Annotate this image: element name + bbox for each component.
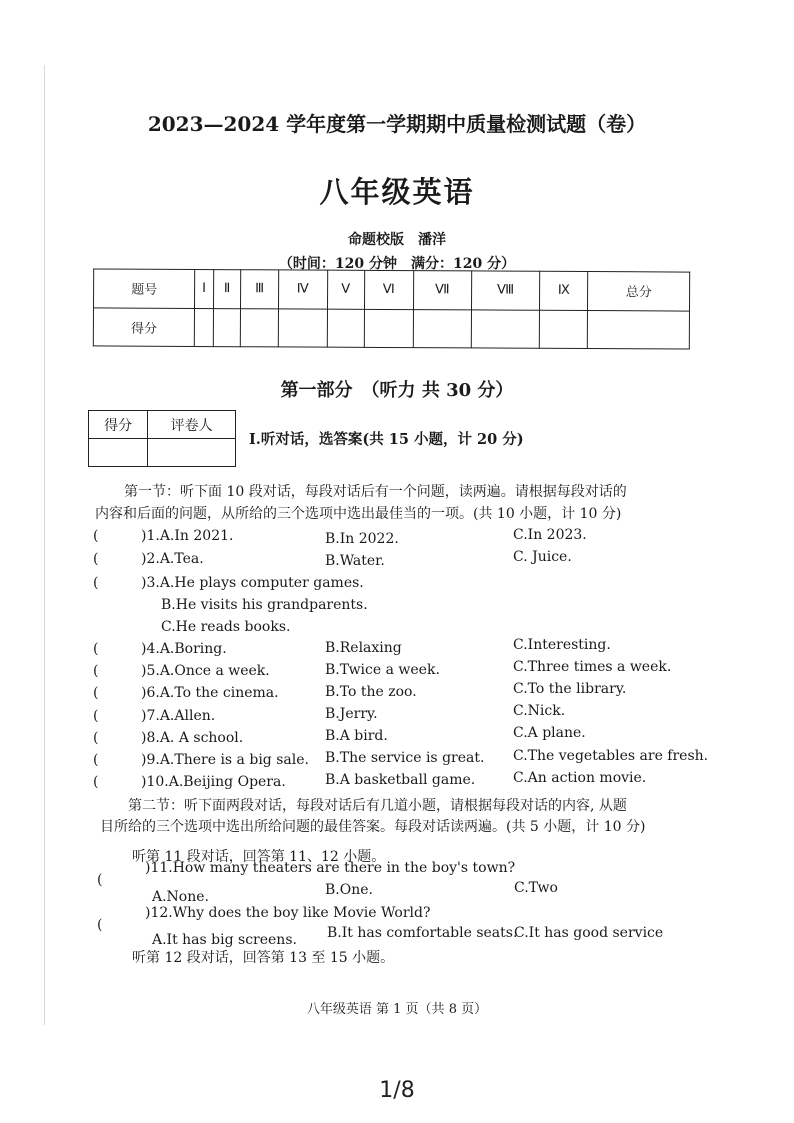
question-3-stem: )3.A.He plays computer games.	[141, 575, 364, 591]
row-label-score: 得分	[93, 307, 195, 346]
column-header: Ⅷ	[471, 271, 539, 310]
score-cell	[213, 308, 241, 347]
question-10-option-b: B.A basketball game.	[325, 772, 476, 788]
question-3-option-c: C.He reads books.	[161, 619, 291, 635]
grader-name-cell	[148, 439, 236, 467]
question-5-option-b: B.Twice a week.	[325, 662, 440, 678]
answer-paren: (	[97, 872, 103, 888]
column-header: Ⅲ	[241, 270, 279, 309]
page-indicator: 1/8	[379, 1078, 415, 1103]
row-label-question-number: 题号	[94, 269, 196, 308]
score-cell	[471, 309, 539, 348]
question-12-option-b: B.It has comfortable seats.	[327, 925, 518, 941]
question-8-stem: )8.A. A school.	[141, 730, 244, 746]
question-10-stem: )10.A.Beijing Opera.	[141, 774, 286, 790]
question-11-option-c: C.Two	[514, 880, 558, 896]
column-header: Ⅳ	[278, 270, 327, 309]
answer-paren: (	[93, 551, 99, 567]
author-line: 命题校版 潘洋	[348, 232, 446, 248]
score-table-score-row	[93, 307, 689, 349]
question-1-stem: )1.A.In 2021.	[141, 528, 234, 544]
score-table	[93, 268, 690, 349]
answer-paren: (	[93, 663, 99, 679]
listen-instruction-12: 听第 12 段对话，回答第 13 至 15 小题。	[132, 950, 395, 966]
question-11-option-b: B.One.	[325, 882, 373, 898]
score-cell	[413, 309, 472, 348]
question-5-option-c: C.Three times a week.	[513, 659, 672, 675]
score-cell	[241, 308, 279, 347]
question-7-option-c: C.Nick.	[513, 703, 566, 719]
question-4-option-b: B.Relaxing	[325, 640, 402, 656]
question-10-option-c: C.An action movie.	[513, 770, 647, 786]
question-12-option-a: A.It has big screens.	[152, 932, 297, 948]
column-header-total: 总分	[588, 272, 690, 311]
question-2-stem: )2.A.Tea.	[141, 551, 204, 567]
question-11-stem: )11.How many theaters are there in the boy's town?	[145, 860, 516, 876]
score-cell	[195, 308, 213, 347]
question-6-stem: )6.A.To the cinema.	[141, 685, 279, 701]
column-header: Ⅰ	[195, 269, 213, 308]
section2-instructions-line2: 目所给的三个选项中选出所给问题的最佳答案。每段对话读两遍。(共 5 小题，计 10 分)	[100, 819, 646, 835]
part-title: 第一部分 （听力 共 30 分）	[280, 380, 514, 401]
subject-title: 八年级英语	[319, 175, 475, 209]
question-4-stem: )4.A.Boring.	[141, 641, 227, 657]
question-9-option-c: C.The vegetables are fresh.	[513, 748, 709, 764]
section-heading: I.听对话，选答案(共 15 小题，计 20 分)	[249, 431, 524, 448]
listen-instruction-11: 听第 11 段对话，回答第 11、12 小题。	[132, 849, 386, 865]
answer-paren: (	[93, 708, 99, 724]
question-9-stem: )9.A.There is a big sale.	[141, 752, 309, 768]
answer-paren: (	[93, 528, 99, 544]
score-cell-total	[588, 310, 690, 349]
section1-instructions-line2: 内容和后面的问题，从所给的三个选项中选出最佳当的一项。(共 10 小题，计 10 分)	[95, 506, 622, 522]
score-table-header-row	[94, 269, 690, 311]
section2-instructions-line1: 第二节：听下面两段对话，每段对话后有几道小题，请根据每段对话的内容, 从题	[128, 798, 627, 814]
section1-instructions-line1: 第一节：听下面 10 段对话，每段对话后有一个问题，读两遍。请根据每段对话的	[124, 484, 627, 500]
column-header: Ⅶ	[413, 271, 472, 310]
question-9-option-b: B.The service is great.	[325, 750, 485, 766]
score-cell	[364, 309, 413, 348]
question-8-option-c: C.A plane.	[513, 725, 586, 741]
answer-paren: (	[93, 575, 99, 591]
answer-paren: (	[93, 774, 99, 790]
question-11-option-a: A.None.	[152, 889, 209, 905]
question-12-option-c: C.It has good service	[514, 925, 664, 941]
question-5-stem: )5.A.Once a week.	[141, 663, 270, 679]
question-2-option-b: B.Water.	[325, 553, 385, 569]
score-cell	[539, 310, 588, 349]
question-8-option-b: B.A bird.	[325, 728, 388, 744]
grader-score-cell	[89, 439, 148, 467]
column-header: Ⅵ	[364, 270, 413, 309]
question-6-option-b: B.To the zoo.	[325, 684, 417, 700]
grader-score-label: 得分	[89, 411, 148, 439]
question-1-option-c: C.In 2023.	[513, 527, 587, 543]
column-header: Ⅱ	[213, 270, 241, 309]
answer-paren: (	[93, 641, 99, 657]
question-1-option-b: B.In 2022.	[325, 531, 399, 547]
answer-paren: (	[97, 917, 103, 933]
column-header: Ⅴ	[327, 270, 364, 309]
exam-title: 2023—2024 学年度第一学期期中质量检测试题（卷）	[147, 112, 647, 136]
question-7-option-b: B.Jerry.	[325, 706, 378, 722]
score-cell	[327, 309, 364, 348]
question-6-option-c: C.To the library.	[513, 681, 627, 697]
grader-box	[88, 410, 236, 467]
answer-paren: (	[93, 685, 99, 701]
question-2-option-c: C. Juice.	[513, 549, 572, 565]
question-3-option-b: B.He visits his grandparents.	[161, 597, 368, 613]
question-7-stem: )7.A.Allen.	[141, 708, 216, 724]
answer-paren: (	[93, 752, 99, 768]
time-info: （时间：120 分钟 满分：120 分）	[278, 256, 516, 272]
column-header: Ⅸ	[539, 271, 588, 310]
question-12-stem: )12.Why does the boy like Movie World?	[145, 905, 431, 921]
question-4-option-c: C.Interesting.	[513, 637, 611, 653]
grader-name-label: 评卷人	[148, 411, 236, 439]
page-footer: 八年级英语 第 1 页（共 8 页）	[306, 1002, 488, 1017]
score-cell	[278, 308, 327, 347]
answer-paren: (	[93, 730, 99, 746]
